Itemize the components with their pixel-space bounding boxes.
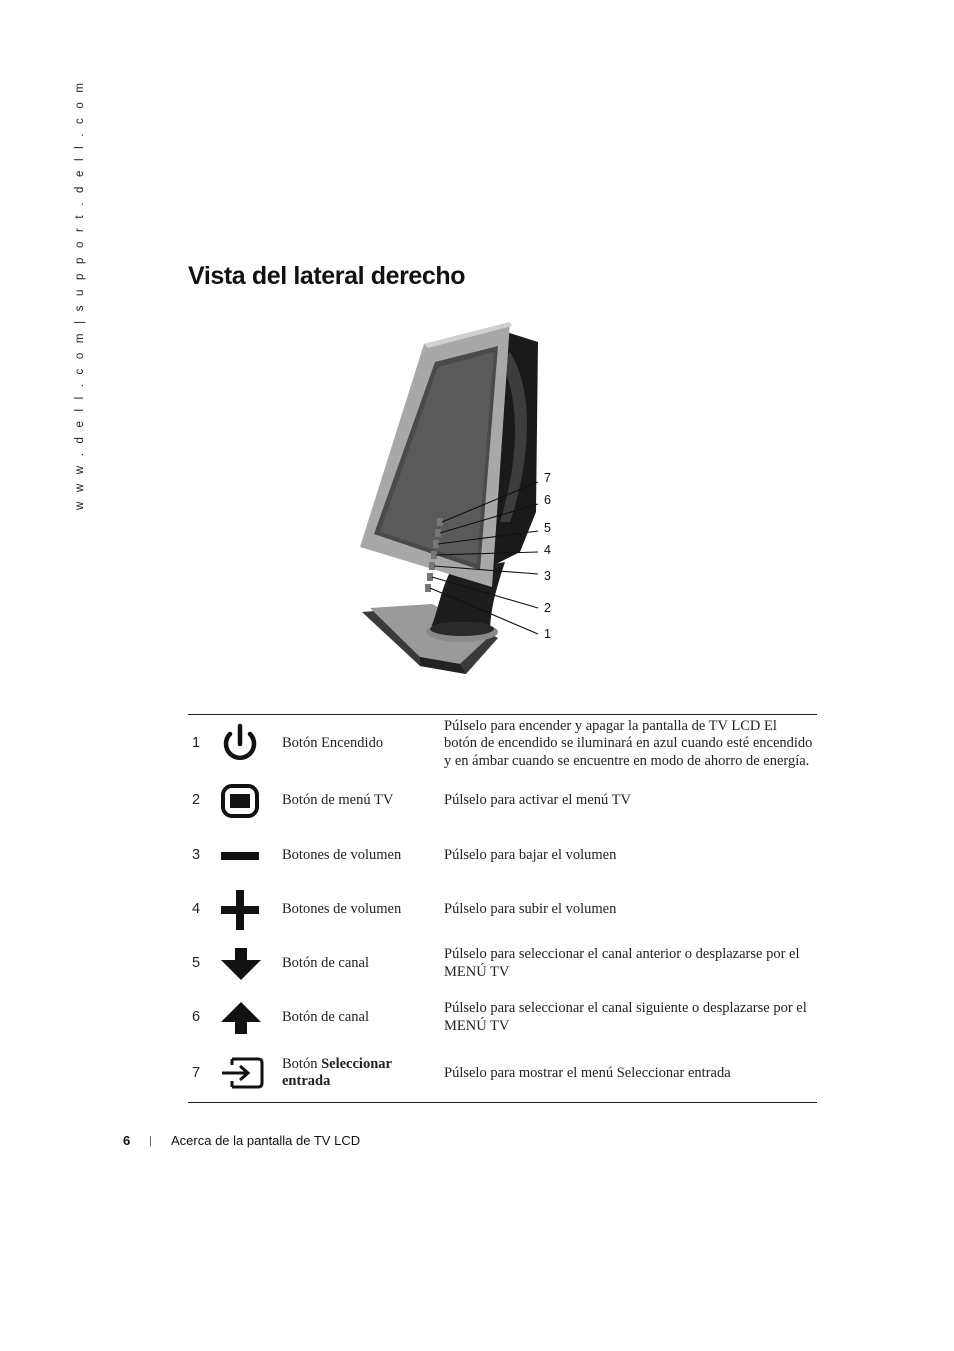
button-name: Botones de volumen bbox=[282, 846, 402, 863]
menu-icon bbox=[220, 782, 280, 820]
button-description: Púlselo para bajar el volumen bbox=[444, 846, 617, 863]
callout-label-3: 3 bbox=[544, 569, 551, 583]
arrow-down-icon bbox=[220, 946, 280, 982]
button-description: Púlselo para seleccionar el canal anterior o desplazarse por el MENÚ TV bbox=[444, 946, 800, 980]
button-name: Botón de canal bbox=[282, 1008, 369, 1025]
button-description: Púlselo para seleccionar el canal siguiente o desplazarse por el MENÚ TV bbox=[444, 1000, 807, 1034]
callout-label-7: 7 bbox=[544, 471, 551, 485]
minus-icon bbox=[220, 836, 280, 876]
button-name: Botón de menú TV bbox=[282, 791, 394, 808]
footer-separator: | bbox=[149, 1135, 152, 1147]
button-description: Púlselo para encender y apagar la pantalla de TV LCD El botón de encendido se iluminará en azul cuando esté encendido y en ámbar cuando se encuentre en modo de ahorro de energía. bbox=[444, 717, 813, 769]
plus-icon bbox=[220, 888, 280, 932]
table-row bbox=[188, 937, 817, 991]
tv-side-view-figure bbox=[340, 312, 580, 682]
button-description: Púlselo para mostrar el menú Seleccionar entrada bbox=[444, 1064, 731, 1081]
button-name: Botones de volumen bbox=[282, 900, 402, 917]
button-name: Botón Encendido bbox=[282, 735, 384, 751]
row-number: 2 bbox=[192, 791, 201, 808]
button-description: Púlselo para activar el menú TV bbox=[444, 791, 631, 808]
input-select-icon bbox=[220, 1056, 280, 1090]
arrow-up-icon bbox=[220, 1000, 280, 1036]
row-number: 6 bbox=[192, 1008, 201, 1025]
footer-section-title: Acerca de la pantalla de TV LCD bbox=[171, 1133, 361, 1148]
table-row bbox=[188, 1045, 817, 1103]
table-row bbox=[188, 715, 817, 773]
button-name-bold: Seleccionar entrada bbox=[282, 1055, 392, 1090]
row-number: 1 bbox=[192, 735, 201, 751]
power-icon bbox=[220, 722, 280, 766]
sidebar-url: w w w . d e l l . c o m | s u p p o r t . d e l l . c o m bbox=[74, 79, 86, 510]
callout-label-1: 1 bbox=[544, 627, 551, 641]
page-number: 6 bbox=[123, 1133, 131, 1148]
row-number: 7 bbox=[192, 1064, 201, 1081]
callout-label-6: 6 bbox=[544, 493, 551, 507]
table-row bbox=[188, 829, 817, 883]
table-row bbox=[188, 883, 817, 937]
table-row bbox=[188, 991, 817, 1045]
button-name: Botón bbox=[282, 1055, 322, 1072]
buttons-table bbox=[188, 714, 817, 1103]
button-description: Púlselo para subir el volumen bbox=[444, 900, 617, 917]
callout-label-2: 2 bbox=[544, 601, 551, 615]
page-title: Vista del lateral derecho bbox=[188, 262, 466, 290]
row-number: 3 bbox=[192, 846, 201, 863]
callout-label-4: 4 bbox=[544, 543, 551, 557]
table-row bbox=[188, 773, 817, 829]
row-number: 5 bbox=[192, 954, 201, 971]
callout-label-5: 5 bbox=[544, 521, 551, 535]
page-footer bbox=[123, 1133, 361, 1148]
row-number: 4 bbox=[192, 900, 201, 917]
button-name: Botón de canal bbox=[282, 954, 369, 971]
